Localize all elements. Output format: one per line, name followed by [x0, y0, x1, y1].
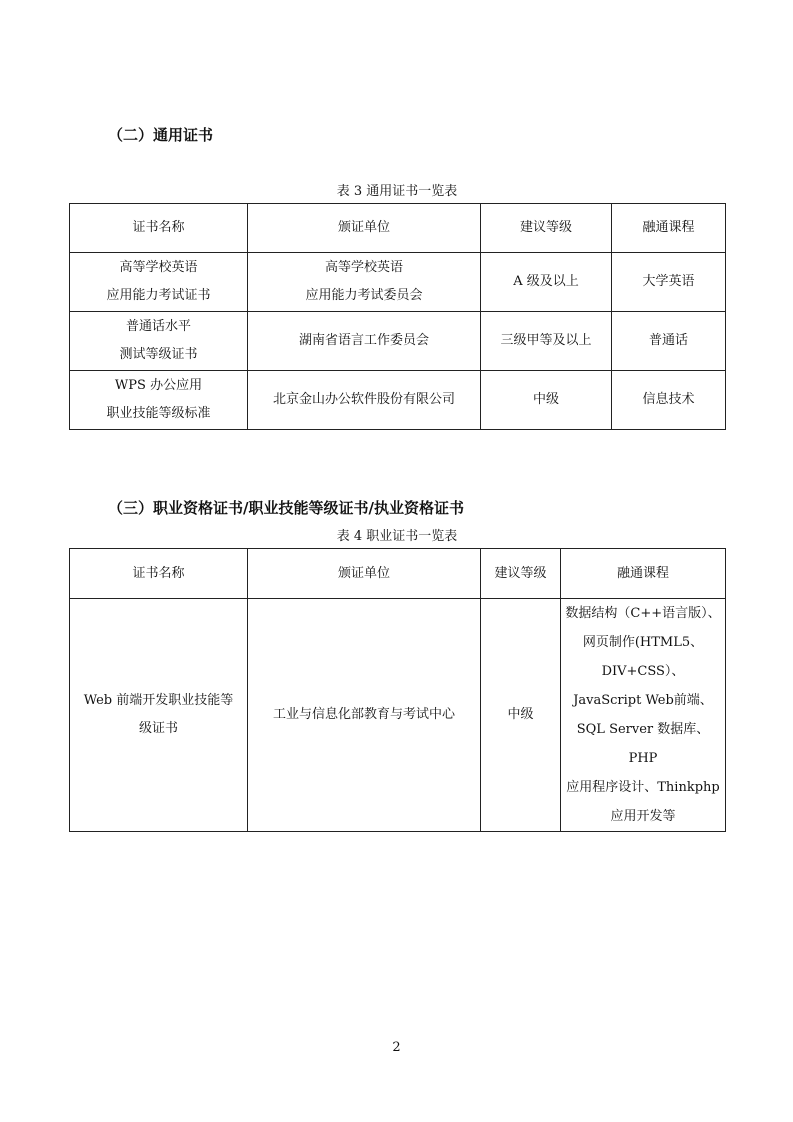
cell-course: 大学英语 — [612, 253, 726, 312]
cell-level: A 级及以上 — [481, 253, 612, 312]
cell-line: 应用能力考试委员会 — [305, 288, 423, 303]
cell-line: 应用能力考试证书 — [106, 288, 211, 303]
cell-line: 网页制作(HTML5、 — [582, 635, 704, 650]
cell-issuer: 北京金山办公软件股份有限公司 — [248, 371, 481, 430]
cell-issuer: 工业与信息化部教育与考试中心 — [248, 599, 481, 832]
table3-general-certificates — [69, 203, 726, 430]
header-course: 融通课程 — [612, 204, 726, 253]
cell-cert-name — [70, 371, 248, 430]
cell-line: 职业技能等级标准 — [106, 406, 211, 421]
cell-level: 中级 — [481, 371, 612, 430]
cell-course: 普通话 — [612, 312, 726, 371]
cell-line: Web 前端开发职业技能等 — [83, 693, 234, 708]
cell-issuer: 湖南省语言工作委员会 — [248, 312, 481, 371]
cell-line: WPS 办公应用 — [114, 378, 203, 393]
cell-line: 高等学校英语 — [324, 260, 403, 275]
cell-line: 级证书 — [138, 721, 178, 736]
cell-issuer — [248, 253, 481, 312]
cell-cert-name — [70, 312, 248, 371]
header-issuer: 颁证单位 — [248, 204, 481, 253]
table4-header-row — [70, 549, 726, 599]
table3-caption: 表 3 通用证书一览表 — [336, 184, 458, 199]
cell-level: 中级 — [481, 599, 561, 832]
cell-course — [561, 599, 726, 832]
header-cert-name: 证书名称 — [70, 204, 248, 253]
table-row — [70, 253, 726, 312]
header-issuer: 颁证单位 — [248, 549, 481, 599]
cell-cert-name — [70, 253, 248, 312]
header-level: 建议等级 — [481, 204, 612, 253]
header-level: 建议等级 — [481, 549, 561, 599]
cell-line: JavaScript Web前端、 — [573, 693, 713, 708]
cell-line: SQL Server 数据库、PHP — [576, 722, 710, 766]
table-row — [70, 599, 726, 832]
table-row — [70, 371, 726, 430]
cell-line: 普通话水平 — [125, 319, 191, 334]
cell-course: 信息技术 — [612, 371, 726, 430]
cell-level: 三级甲等及以上 — [481, 312, 612, 371]
cell-line: 数据结构（C++语言版）、 — [565, 606, 721, 621]
table4-caption: 表 4 职业证书一览表 — [336, 529, 458, 544]
cell-line: DIV+CSS）、 — [601, 664, 685, 679]
page-number: 2 — [392, 1040, 401, 1055]
cell-cert-name — [70, 599, 248, 832]
cell-line: 应用程序设计、Thinkphp — [566, 780, 720, 795]
cell-line: 测试等级证书 — [119, 347, 198, 362]
section-heading-vocational-certificates: （三）职业资格证书/职业技能等级证书/执业资格证书 — [108, 499, 464, 517]
table4-vocational-certificates — [69, 548, 726, 832]
section-heading-general-certificates: （二）通用证书 — [108, 126, 214, 144]
cell-line: 高等学校英语 — [119, 260, 198, 275]
table-row — [70, 312, 726, 371]
header-cert-name: 证书名称 — [70, 549, 248, 599]
header-course: 融通课程 — [561, 549, 726, 599]
cell-line: 应用开发等 — [610, 809, 676, 824]
table3-header-row — [70, 204, 726, 253]
